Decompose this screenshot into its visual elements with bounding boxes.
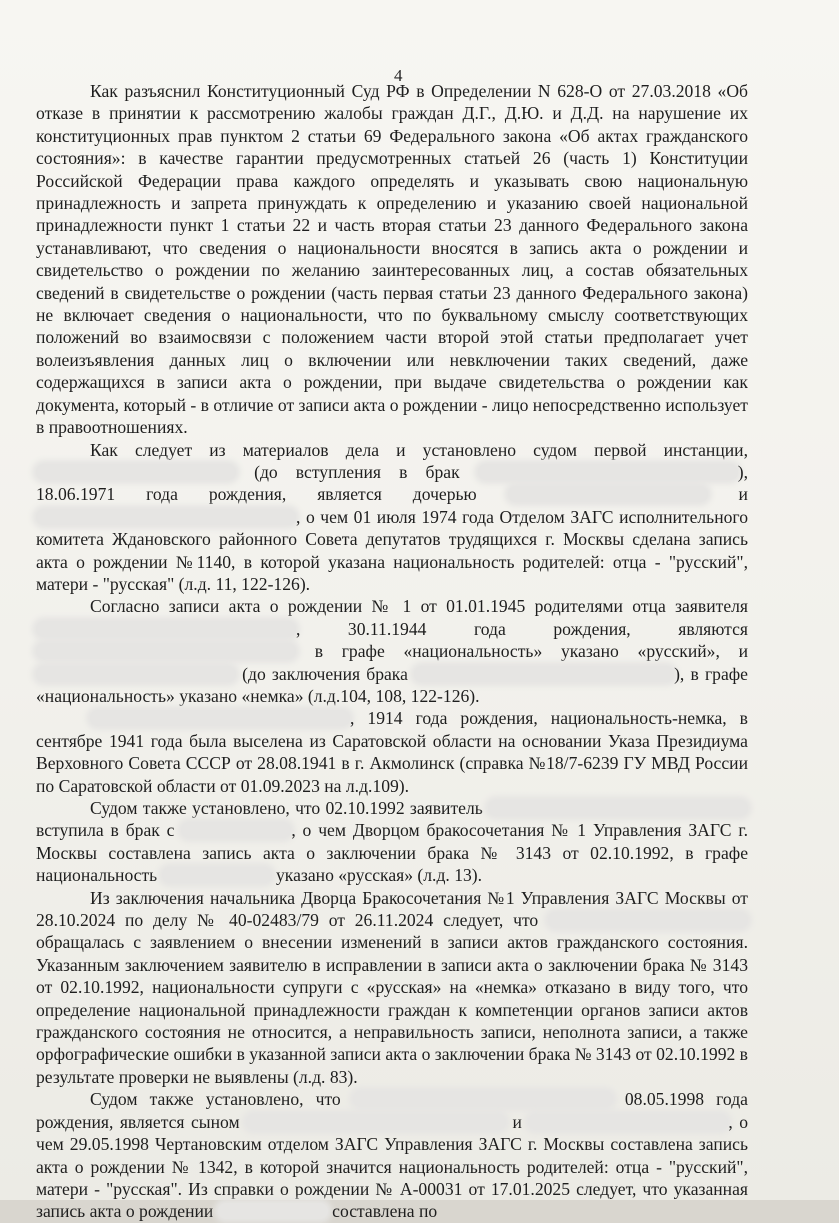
paragraph-text: ), 18.06.1971 года рождения, является дочерью — [36, 461, 748, 505]
redacted-name — [36, 509, 296, 525]
paragraph-text: вступила в брак с — [36, 820, 182, 841]
redacted-name — [36, 464, 236, 480]
redacted-name — [353, 1091, 613, 1107]
redacted-name — [181, 822, 291, 838]
paragraph-text: , о чем 29.05.1998 Чертановским отделом ЗАГС Управления ЗАГС г. Москвы составлена запись акта о рождении № 1342, в которой значится национальность родителей: отца - "русский", матери - "русская". Из справки о рождении № А-00031 от 17.01.2025 следует, что указанная запись акта о рождении — [36, 1111, 748, 1222]
paragraph-text: (до вступления в брак — [236, 461, 478, 482]
paragraph — [36, 439, 748, 596]
paragraph — [36, 80, 748, 439]
paragraph-text: (до заключения брака — [236, 663, 415, 684]
paragraph-text: Как следует из материалов дела и установлено судом первой инстанции, — [90, 439, 748, 460]
redacted-name — [90, 710, 350, 726]
paragraph — [36, 595, 748, 707]
paragraph — [36, 797, 748, 887]
paragraph — [36, 707, 748, 797]
paragraph-text: обращалась с заявлением о внесении изменений в записи актов гражданского состояния. Указанным заключением заявителю в исправлении в записи акта о заключении брака № 3143 от 02.10.1992, национальности супруги с «русская» на «немка» отказано в виду того, что определение национальной принадлежности граждан к компетенции органов записи актов гражданского состояния не относится, а неправильность записи, неполнота записи, а также орфографические ошибки в указанной записи акта о заключении брака № 3143 от 02.10.1992 в результате проверки не выявлены (л.д. 83). — [36, 932, 748, 1087]
paragraph-text: Из заключения начальника Дворца Бракосочетания №1 Управления ЗАГС Москвы от 28.10.2024 по делу № 40-02483/79 от 26.11.2024 следует, что — [36, 887, 748, 931]
paragraph-text: Судом также установлено, что 02.10.1992 заявитель — [90, 798, 488, 818]
redacted-name — [246, 1114, 506, 1130]
paragraph-text: 08.05.1998 года рождения, является сыном — [36, 1089, 748, 1132]
paragraph-text: и — [707, 484, 748, 505]
page-number: 4 — [394, 66, 403, 85]
redacted-name — [488, 800, 748, 816]
redacted-name — [36, 666, 236, 682]
redacted-name — [218, 1203, 328, 1219]
document-body — [36, 80, 748, 1223]
paragraph-text: , о чем Дворцом бракосочетания № 1 Управления ЗАГС г. Москвы составлена запись акта о заключении брака № 3143 от 02.10.1992, в графе национальность — [36, 820, 748, 886]
redacted-name — [36, 621, 296, 637]
redacted-name — [414, 666, 674, 682]
paragraph-text: и — [506, 1111, 529, 1132]
paragraph-text: , 30.11.1944 года рождения, являются — [296, 618, 748, 639]
paragraph-text: Согласно записи акта о рождении № 1 от 01.01.1945 родителями отца заявителя — [90, 596, 748, 617]
paragraph — [36, 1088, 748, 1222]
paragraph — [36, 887, 748, 1089]
paragraph-text: Судом также установлено, что — [90, 1089, 353, 1110]
paragraph-text: , о чем 01 июля 1974 года Отделом ЗАГС исполнительного комитета Ждановского районного Совета депутатов трудящихся г. Москвы сделана запись акта о рождении №1140, в которой указана национальность родителей: отца - "русский", матери - "русская" (л.д. 11, 122-126). — [36, 506, 748, 594]
paragraph-text: ), в графе «национальность» указано «немка» (л.д.104, 108, 122-126). — [36, 663, 748, 706]
redacted-name — [508, 486, 708, 502]
paragraph-text: , 1914 года рождения, национальность-немка, в сентябре 1941 года была выселена из Саратовской области на основании Указа Президиума Верховного Совета СССР от 28.08.1941 в г. Акмолинск (справка №18/7-6239 ГУ МВД России по Саратовской области от 01.09.2023 на л.д.109). — [36, 708, 748, 796]
redacted-name — [36, 643, 296, 659]
paragraph-text: составлена по — [327, 1201, 438, 1222]
redacted-name — [548, 912, 748, 928]
redacted-name — [528, 1114, 728, 1130]
paragraph-text: в графе «национальность» указано «русский», и — [296, 641, 748, 662]
paragraph-text: Как разъяснил Конституционный Суд РФ в Определении N 628-О от 27.03.2018 «Об отказе в принятии к рассмотрению жалобы граждан Д.Г., Д.Ю. и Д.Д. на нарушение их конституционных прав пунктом 2 статьи 69 Федерального закона «Об актах гражданского состояния»: в качестве гарантии предусмотренных статьей 26 (часть 1) Конституции Российской Федерации права каждого определять и указывать свою национальную принадлежность и запрета принуждать к определению и указанию своей национальной принадлежности пункт 1 статьи 22 и часть вторая статьи 23 данного Федерального закона устанавливают, что сведения о национальности вносятся в запись акта о рождении и свидетельство о рождении по желанию заинтересованных лиц, а состав обязательных сведений в свидетельстве о рождении (часть первая статьи 23 данного Федерального закона) не включает сведения о национальности, что по буквальному смыслу соответствующих положений во взаимосвязи с положением части второй этой статьи предполагает учет волеизъявления данных лиц о включении или невключении таких сведений, даже содержащихся в записи акта о рождении, при выдаче свидетельства о рождении как документа, который - в отличие от записи акта о рождении - лицо непосредственно использует в правоотношениях. — [36, 81, 748, 438]
redacted-name — [478, 464, 738, 480]
redacted-name — [162, 867, 272, 883]
paragraph-text: указано «русская» (л.д. 13). — [271, 865, 483, 886]
